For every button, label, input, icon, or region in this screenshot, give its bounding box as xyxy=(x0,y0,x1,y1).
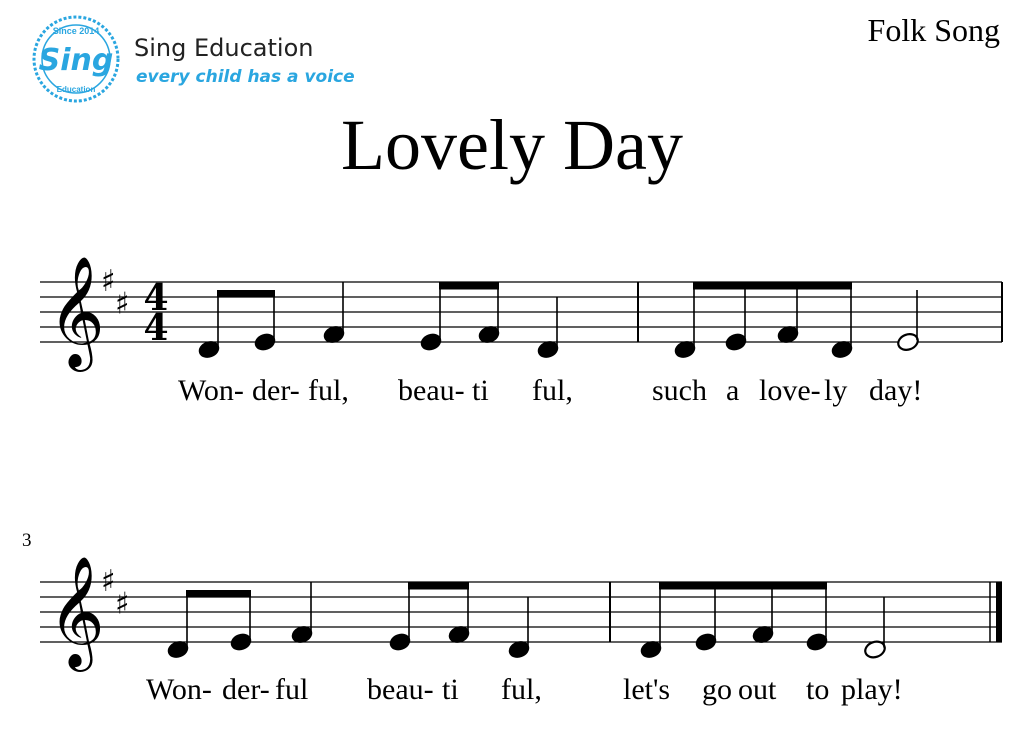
time-signature-top: 4 xyxy=(143,277,169,319)
beam xyxy=(217,290,275,297)
logo-badge-bottom: Education xyxy=(56,85,96,94)
lyric-syllable: let's xyxy=(623,673,671,706)
staff-system-1 xyxy=(40,255,1002,407)
beam xyxy=(693,283,852,290)
logo-badge-top: Since 2014 xyxy=(52,26,100,36)
beam xyxy=(659,583,827,590)
final-barline xyxy=(996,582,1002,642)
lyric-syllable: Won- xyxy=(146,673,212,706)
lyric-syllable: ful, xyxy=(501,673,542,706)
lyric-syllable: day! xyxy=(869,374,923,407)
lyric-syllable: ful, xyxy=(308,374,349,407)
lyric-syllable: out xyxy=(738,673,777,706)
lyric-syllable: der- xyxy=(222,673,270,706)
composer-label: Folk Song xyxy=(867,12,1000,48)
lyric-syllable: to xyxy=(806,673,830,706)
lyric-syllable: beau- xyxy=(367,673,434,706)
beam xyxy=(439,283,499,290)
sharp-icon: ♯ xyxy=(115,286,130,322)
lyric-syllable: love- xyxy=(759,374,821,407)
lyric-syllable: beau- xyxy=(398,374,465,407)
song-title: Lovely Day xyxy=(341,105,683,185)
lyric-syllable: ly xyxy=(824,374,848,407)
sharp-icon: ♯ xyxy=(101,264,116,299)
sharp-icon: ♯ xyxy=(101,564,116,599)
beam xyxy=(408,583,469,590)
beam xyxy=(186,590,251,597)
time-signature-bottom: 4 xyxy=(143,307,169,349)
lyric-syllable: Won- xyxy=(178,374,244,407)
lyric-syllable: der- xyxy=(252,374,300,407)
lyric-syllable: go xyxy=(702,673,732,706)
lyric-syllable: a xyxy=(726,374,740,407)
lyric-syllable: ti xyxy=(442,673,459,706)
lyric-syllable: ti xyxy=(472,374,489,407)
logo-name: Sing Education xyxy=(134,34,314,62)
lyric-syllable: ful, xyxy=(532,374,573,407)
lyric-syllable: ful xyxy=(275,673,309,706)
logo-badge-word: Sing xyxy=(38,43,114,78)
lyric-syllable: play! xyxy=(841,673,903,706)
lyric-syllable: such xyxy=(652,374,707,407)
measure-number: 3 xyxy=(22,530,32,551)
logo-tagline: every child has a voice xyxy=(136,67,355,87)
treble-clef-icon: 𝄞 xyxy=(48,255,105,367)
sharp-icon: ♯ xyxy=(115,586,130,622)
treble-clef-icon: 𝄞 xyxy=(48,555,105,667)
staff-system-2 xyxy=(22,530,1002,706)
